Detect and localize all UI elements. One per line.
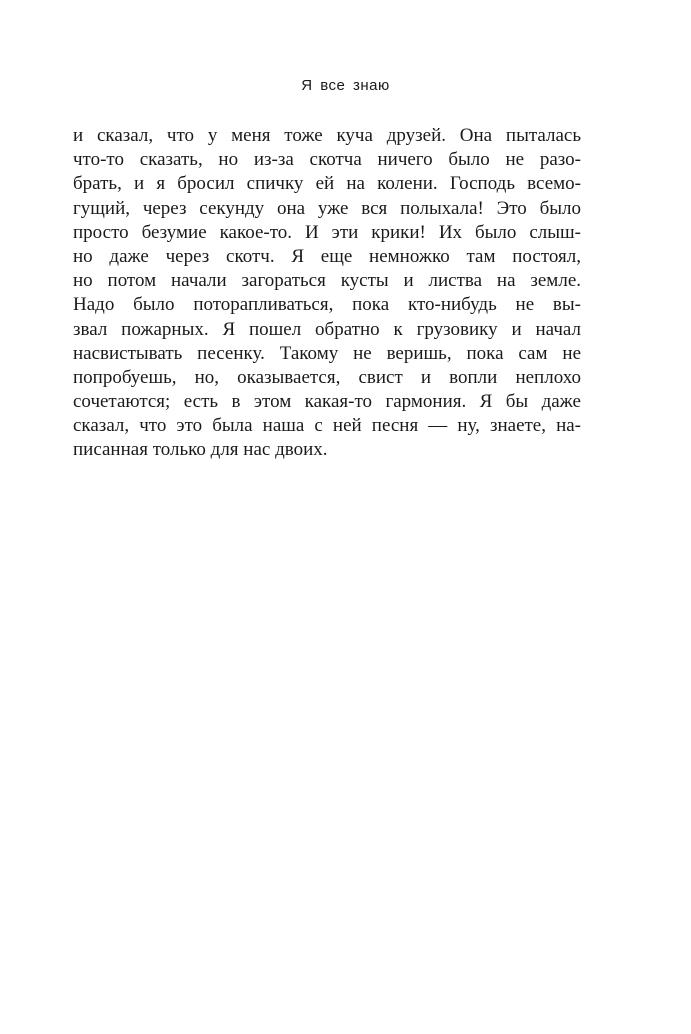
text-line: звал пожарных. Я пошел обратно к грузовику и начал <box>73 318 581 340</box>
text-line-last: писанная только для нас двоих. <box>73 439 328 461</box>
text-line: но даже через скотч. Я еще немножко там постоял, <box>73 245 581 267</box>
text-line: насвистывать песенку. Такому не веришь, пока сам не <box>73 342 581 364</box>
text-line: но потом начали загораться кусты и листва на земле. <box>73 270 581 292</box>
text-line: гущий, через секунду она уже вся полыхала! Это было <box>73 197 581 219</box>
text-line: просто безумие какое-то. И эти крики! Их было слыш- <box>73 221 581 243</box>
text-line: и сказал, что у меня тоже куча друзей. Она пыталась <box>73 125 581 146</box>
text-line: сказал, что это была наша с ней песня — ну, знаете, на- <box>73 415 581 437</box>
text-line: Надо было поторапливаться, пока кто-нибудь не вы- <box>73 294 581 316</box>
text-line: сочетаются; есть в этом какая-то гармония. Я бы даже <box>73 391 581 413</box>
text-line: попробуешь, но, оказывается, свист и вопли неплохо <box>73 366 581 388</box>
text-line: брать, и я бросил спичку ей на колени. Господь всемо- <box>73 173 581 195</box>
body-paragraph <box>73 124 581 463</box>
running-head: Я все знаю <box>301 77 390 94</box>
text-line: что-то сказать, но из-за скотча ничего было не разо- <box>73 149 581 171</box>
